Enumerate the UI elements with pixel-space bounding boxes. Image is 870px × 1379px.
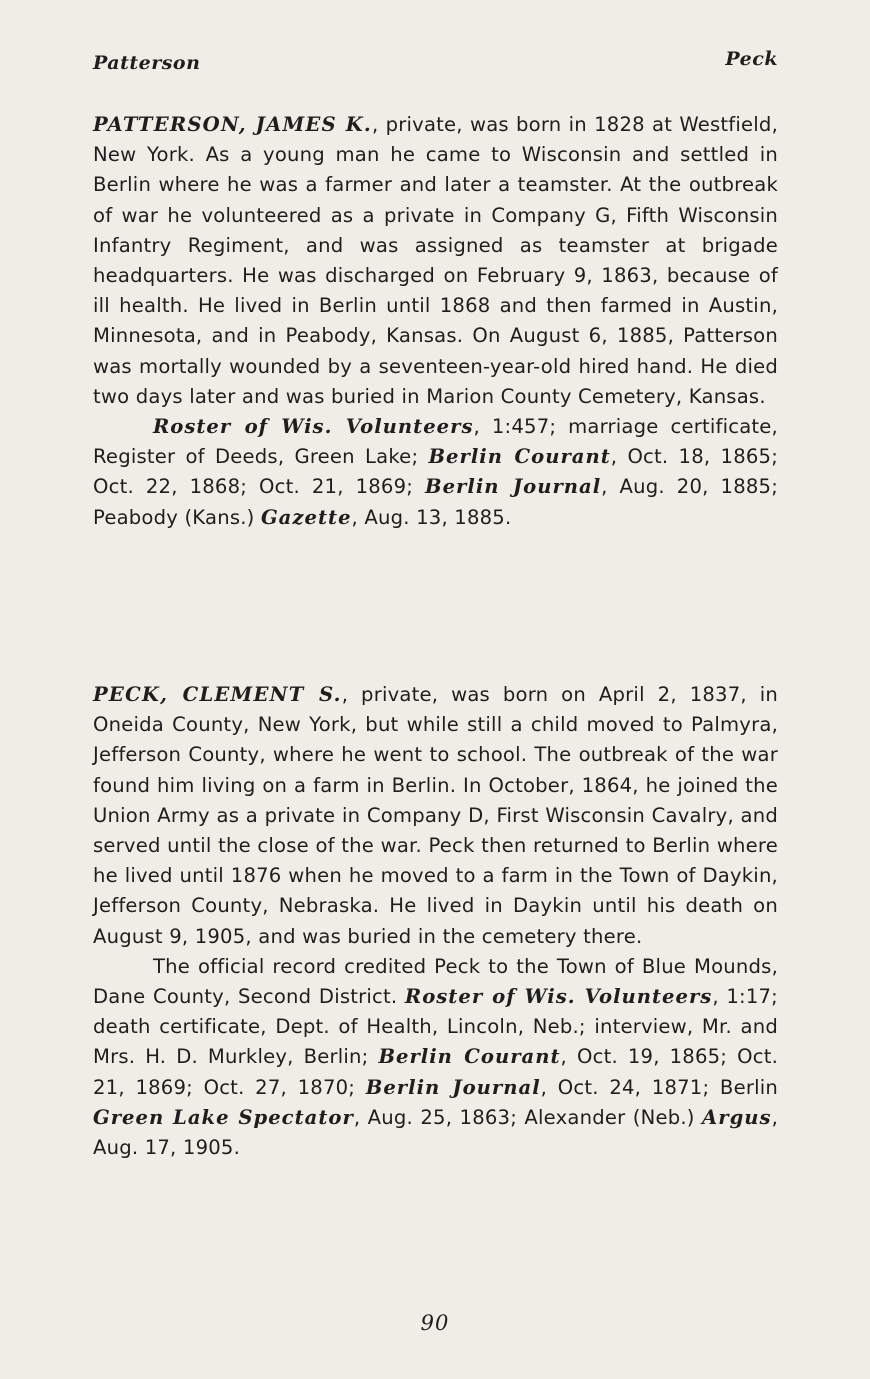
- source-title: Roster of Wis. Volunteers: [153, 415, 474, 439]
- entry-peck: [93, 680, 778, 1163]
- entry-bio-text: , private, was born on April 2, 1837, in Oneida County, New York, but while still a child moved to Palmyra, Jefferson County, where he went to school. The outbreak of the war found him living on a farm in Berlin. In October, 1864, he joined the Union Army as a private in Company D, First Wisconsin Cavalry, and served until the close of the war. Peck then returned to Berlin where he lived until 1876 when he moved to a farm in the Town of Daykin, Jefferson County, Nebraska. He lived in Daykin until his death on August 9, 1905, and was buried in the cemetery there.: [93, 683, 778, 948]
- source-title: Berlin Journal: [365, 1075, 541, 1099]
- source-title: Berlin Courant: [378, 1045, 561, 1069]
- page: [93, 48, 779, 1160]
- entry-bio-text: , private, was born in 1828 at Westfield, New York. As a young man he came to Wisconsin and settled in Berlin where he was a farmer and later a teamster. At the outbreak of war he volunteered as a private in Company G, Fifth Wisconsin Infantry Regiment, and was assigned as teamster at brigade headquarters. He was discharged on February 9, 1863, because of ill health. He lived in Berlin until 1868 and then farmed in Austin, Minnesota, and in Peabody, Kansas. On August 6, 1885, Patterson was mortally wounded by a seventeen-year-old hired hand. He died two days later and was buried in Marion County Cemetery, Kansas.: [93, 113, 779, 408]
- source-text: , 1:457; marriage certificate, Register of Deeds, Green Lake;: [93, 415, 778, 469]
- source-text: , Aug. 13, 1885.: [351, 505, 512, 529]
- source-title: Berlin Journal: [425, 475, 602, 499]
- running-head-right: Peck: [725, 48, 778, 70]
- source-title: Gazette: [260, 505, 352, 529]
- entry-bio: [93, 110, 778, 412]
- source-text: , Oct. 24, 1871; Berlin: [540, 1075, 778, 1099]
- entry-bio: [93, 680, 778, 952]
- entry-sources: [93, 952, 778, 1163]
- source-title: Roster of Wis. Volunteers: [404, 985, 713, 1009]
- running-head: [93, 48, 778, 78]
- page-number: 90: [420, 1311, 450, 1335]
- entry-patterson: [93, 110, 778, 533]
- entry-sources: [93, 412, 778, 533]
- source-text: , Oct. 19, 1865; Oct. 21, 1869; Oct. 27, 1870;: [93, 1045, 779, 1099]
- source-title: Argus: [702, 1105, 772, 1129]
- entry-name: PECK, CLEMENT S.: [93, 683, 342, 706]
- source-text: , Aug. 17, 1905.: [93, 1105, 778, 1160]
- source-intro: The official record credited Peck to the Town of Blue Mounds, Dane County, Second District.: [93, 954, 778, 1009]
- source-text: , Oct. 18, 1865; Oct. 22, 1868; Oct. 21, 1869;: [93, 445, 778, 499]
- source-text: , 1:17; death certificate, Dept. of Health, Lincoln, Neb.; interview, Mr. and Mrs. H. D. Murkley, Berlin;: [93, 985, 778, 1069]
- entry-name: PATTERSON, JAMES K.: [93, 113, 372, 136]
- source-text: , Aug. 25, 1863; Alexander (Neb.): [353, 1105, 703, 1129]
- source-title: Berlin Courant: [428, 445, 611, 469]
- running-head-left: Patterson: [93, 52, 201, 74]
- source-text: , Aug. 20, 1885; Peabody (Kans.): [93, 475, 778, 529]
- source-title: Green Lake Spectator: [93, 1105, 354, 1129]
